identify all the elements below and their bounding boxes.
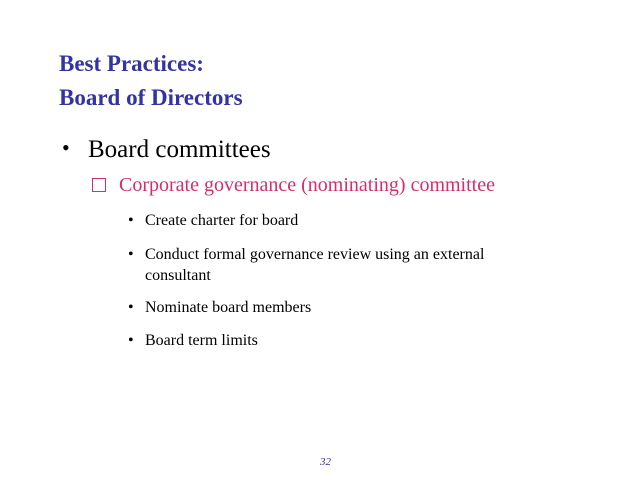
round-bullet-icon: • [128, 332, 134, 349]
list-item-text: Create charter for board [145, 212, 299, 229]
list-item-text: Board term limits [145, 332, 258, 349]
page-number: 32 [320, 456, 331, 468]
bullet-level-1 [62, 136, 271, 164]
list-item [128, 244, 540, 286]
bullet-level-1-text: Board committees [88, 136, 271, 163]
bullet-level-2-text: Corporate governance (nominating) committee [119, 174, 495, 196]
list-item [128, 330, 545, 351]
square-bullet-icon [92, 178, 106, 192]
bullet-level-2 [92, 174, 495, 197]
list-item [128, 210, 545, 231]
round-bullet-icon: • [128, 212, 134, 229]
round-bullet-icon: • [128, 246, 134, 263]
round-bullet-icon: • [62, 135, 70, 160]
list-item [128, 297, 545, 318]
round-bullet-icon: • [128, 299, 134, 316]
title-line-1: Best Practices: [59, 51, 204, 76]
title-line-2: Board of Directors [59, 85, 243, 110]
list-item-text: Nominate board members [145, 299, 312, 316]
slide-title [59, 47, 243, 115]
list-item-text: Conduct formal governance review using an external consultant [145, 246, 485, 284]
